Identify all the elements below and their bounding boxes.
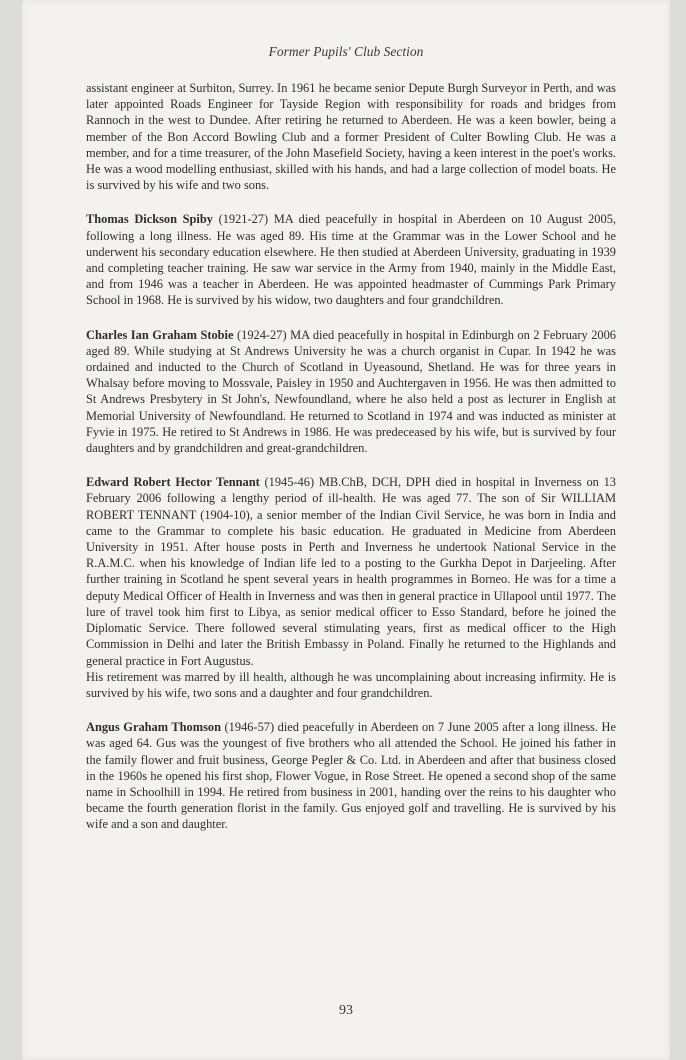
entry-name: Angus Graham Thomson <box>86 720 221 735</box>
entry-name: Thomas Dickson Spiby <box>86 212 213 227</box>
entry-text: (1924-27) MA died peacefully in hospital in Edinburgh on 2 February 2006 aged 89. While studying at St Andrews University he was a church organist in Cupar. In 1942 he was ordained and inducted to the Church of Scotland in Uyeasound, Shetland. He was for three years in Whalsay before moving to Mossvale, Paisley in 1950 and Auchtergaven in 1956. He was then admitted to St Andrews Presbytery in St John's, Newfoundland, where he also held a post as lecturer in English at Memorial University of Newfoundland. He returned to Scotland in 1974 and was inducted as minister at Fyvie in 1975. He retired to St Andrews in 1986. He was predeceased by his wife, but is survived by four daughters and by grandchildren and great-grandchildren. <box>86 327 617 456</box>
entry-text: (1945-46) MB.ChB, DCH, DPH died in hospital in Inverness on 13 February 2006 following a lengthy period of ill-health. He was aged 77. The son of Sir WILLIAM ROBERT TENNANT (1904-10), a senior member of the Indian Civil Service, he was born in India and came to the Grammar to complete his basic education. He graduated in Medicine from Aberdeen University in 1951. After house posts in Perth and Inverness he undertook National Service in the R.A.M.C. when his knowledge of Indian life led to a posting to the Gurkha Depot in Darjeeling. After further training in Scotland he spent several years in health programmes in Borneo. He was for a time a deputy Medical Officer of Health in Inverness and was then in general practice in Ullapool until 1977. The lure of travel took him first to Libya, as senior medical officer to Esso Standard, before he joined the Diplomatic Service. There followed several stimulating years, first as medical officer to the High Commission in Delhi and later the British Embassy in Poland. Finally he returned to the Highlands and general practice in Fort Augustus. <box>86 475 616 668</box>
obituary-column <box>86 80 616 851</box>
entry-name: Charles Ian Graham Stobie <box>86 327 234 342</box>
obituary-entry <box>86 719 616 832</box>
continuation-text: assistant engineer at Surbiton, Surrey. In 1961 he became senior Depute Burgh Surveyor in Perth, and was later appointed Roads Engineer for Tayside Region with responsibility for roads and bridges from Rannoch in the west to Dundee. After retiring he returned to Aberdeen. He was a keen bowler, being a member of the Bon Accord Bowling Club and a former President of Culter Bowling Club. He was a member, and for a time treasurer, of the John Masefield Society, having a keen interest in the poet's works. He was a wood modelling enthusiast, skilled with his hands, and had a large collection of model boats. He is survived by his wife and two sons. <box>86 81 616 193</box>
page <box>22 0 670 1060</box>
obituary-entry <box>86 327 616 457</box>
entry-text: (1921-27) MA died peacefully in hospital in Aberdeen on 10 August 2005, following a long illness. He was aged 89. His time at the Grammar was in the Lower School and he underwent his secondary education elsewhere. He then studied at Aberdeen University, graduating in 1939 and completing teacher training. He saw war service in the Army from 1940, mainly in the Middle East, and from 1946 was a teacher in Aberdeen. He was appointed headmaster of Cummings Park Primary School in 1968. He is survived by his widow, two daughters and four grandchildren. <box>86 212 616 308</box>
running-header: Former Pupils' Club Section <box>268 44 424 59</box>
entry-name: Edward Robert Hector Tennant <box>86 475 260 490</box>
continuation-paragraph <box>86 80 616 193</box>
entry-extra-paragraph: His retirement was marred by ill health, although he was uncomplaining about increasing infirmity. He is survived by his wife, two sons and a daughter and four grandchildren. <box>86 669 616 700</box>
obituary-entry <box>86 474 616 701</box>
page-number: 93 <box>339 1003 353 1018</box>
entry-text: (1946-57) died peacefully in Aberdeen on 7 June 2005 after a long illness. He was aged 64. Gus was the youngest of five brothers who all attended the School. He joined his father in the family flower and fruit business, George Pegler & Co. Ltd. in Aberdeen and after that business closed in the 1960s he opened his first shop, Flower Vogue, in Rose Street. He opened a second shop of the same name in Schoolhill in 1994. He retired from business in 2001, handing over the reins to his daughter who became the fourth generation florist in the family. Gus enjoyed golf and travelling. He is survived by his wife and a son and daughter. <box>86 720 616 832</box>
obituary-entry <box>86 211 616 308</box>
